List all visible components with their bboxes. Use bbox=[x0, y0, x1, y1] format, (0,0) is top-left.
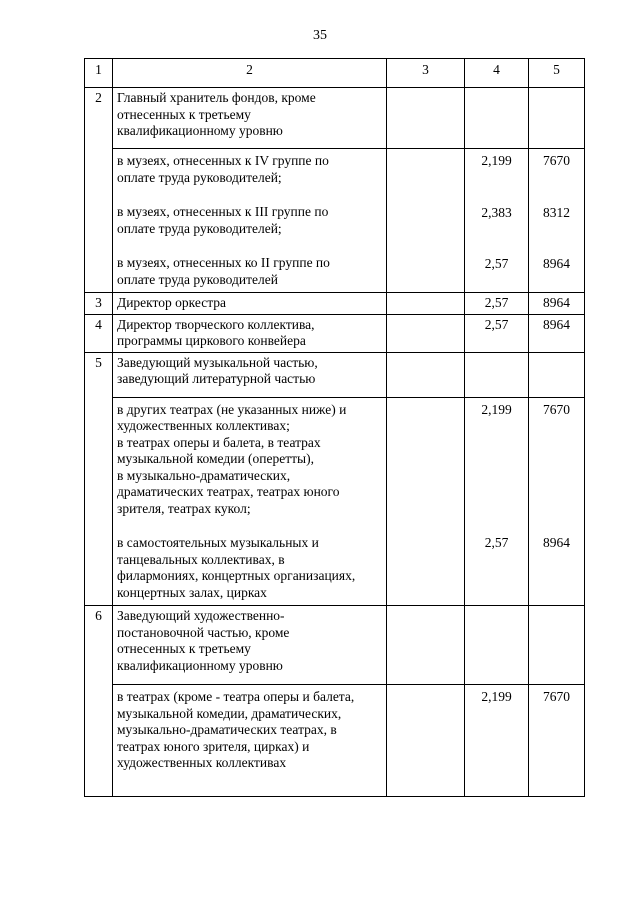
empty-cell bbox=[387, 352, 465, 397]
table-row bbox=[85, 606, 585, 685]
position-title: Заведующий музыкальной частью, заведующий литературной частью bbox=[113, 352, 387, 397]
table-row bbox=[85, 149, 585, 293]
row-number: 6 bbox=[85, 606, 113, 797]
coefficient-cell: 2,199 bbox=[465, 685, 529, 797]
empty-cell bbox=[387, 397, 465, 606]
empty-cell bbox=[387, 149, 465, 293]
salary-cell: 8964 bbox=[529, 293, 585, 315]
salary-cell: 7670 8964 bbox=[529, 397, 585, 606]
empty-cell bbox=[387, 88, 465, 149]
row-number: 3 bbox=[85, 293, 113, 315]
table-row bbox=[85, 88, 585, 149]
empty-cell bbox=[387, 685, 465, 797]
position-details: в театрах (кроме - театра оперы и балета, музыкальной комедии, драматических, музыкально-драматических театрах, в театрах юного зрителя, цирках) и художественных коллективах bbox=[113, 685, 387, 797]
header-cell: 3 bbox=[387, 59, 465, 88]
empty-cell bbox=[529, 606, 585, 685]
position-details: в других театрах (не указанных ниже) и художественных коллективах; в театрах оперы и балета, в театрах музыкальной комедии (оперетты), в музыкально-драматических, драматических театрах, театрах юного зрителя, театрах кукол; в самостоятельных музыкальных и танцевальных коллективах, в филармониях, концертных организациях, концертных залах, цирках bbox=[113, 397, 387, 606]
position-title: Директор творческого коллектива, программы циркового конвейера bbox=[113, 314, 387, 352]
table-row bbox=[85, 314, 585, 352]
header-cell: 2 bbox=[113, 59, 387, 88]
header-cell: 1 bbox=[85, 59, 113, 88]
table-header-row bbox=[85, 59, 585, 88]
coefficient-cell: 2,57 bbox=[465, 293, 529, 315]
empty-cell bbox=[387, 606, 465, 685]
empty-cell bbox=[387, 293, 465, 315]
empty-cell bbox=[465, 606, 529, 685]
position-title: Заведующий художественно- постановочной частью, кроме отнесенных к третьему квалификационному уровню bbox=[113, 606, 387, 685]
salary-cell: 7670 bbox=[529, 685, 585, 797]
salary-cell: 8964 bbox=[529, 314, 585, 352]
position-title: Директор оркестра bbox=[113, 293, 387, 315]
coefficient-cell: 2,199 2,383 2,57 bbox=[465, 149, 529, 293]
table-row bbox=[85, 352, 585, 397]
salary-table bbox=[84, 58, 585, 797]
salary-cell: 7670 8312 8964 bbox=[529, 149, 585, 293]
empty-cell bbox=[465, 88, 529, 149]
coefficient-cell: 2,57 bbox=[465, 314, 529, 352]
position-title: Главный хранитель фондов, кроме отнесенных к третьему квалификационному уровню bbox=[113, 88, 387, 149]
header-cell: 5 bbox=[529, 59, 585, 88]
table-row bbox=[85, 685, 585, 797]
row-number: 4 bbox=[85, 314, 113, 352]
table-row bbox=[85, 397, 585, 606]
row-number: 2 bbox=[85, 88, 113, 293]
empty-cell bbox=[465, 352, 529, 397]
header-cell: 4 bbox=[465, 59, 529, 88]
empty-cell bbox=[529, 352, 585, 397]
coefficient-cell: 2,199 2,57 bbox=[465, 397, 529, 606]
position-details: в музеях, отнесенных к IV группе по оплате труда руководителей; в музеях, отнесенных к III группе по оплате труда руководителей; в музеях, отнесенных ко II группе по оплате труда руководителей bbox=[113, 149, 387, 293]
table-row bbox=[85, 293, 585, 315]
row-number: 5 bbox=[85, 352, 113, 606]
empty-cell bbox=[529, 88, 585, 149]
empty-cell bbox=[387, 314, 465, 352]
page-number: 35 bbox=[313, 28, 327, 43]
